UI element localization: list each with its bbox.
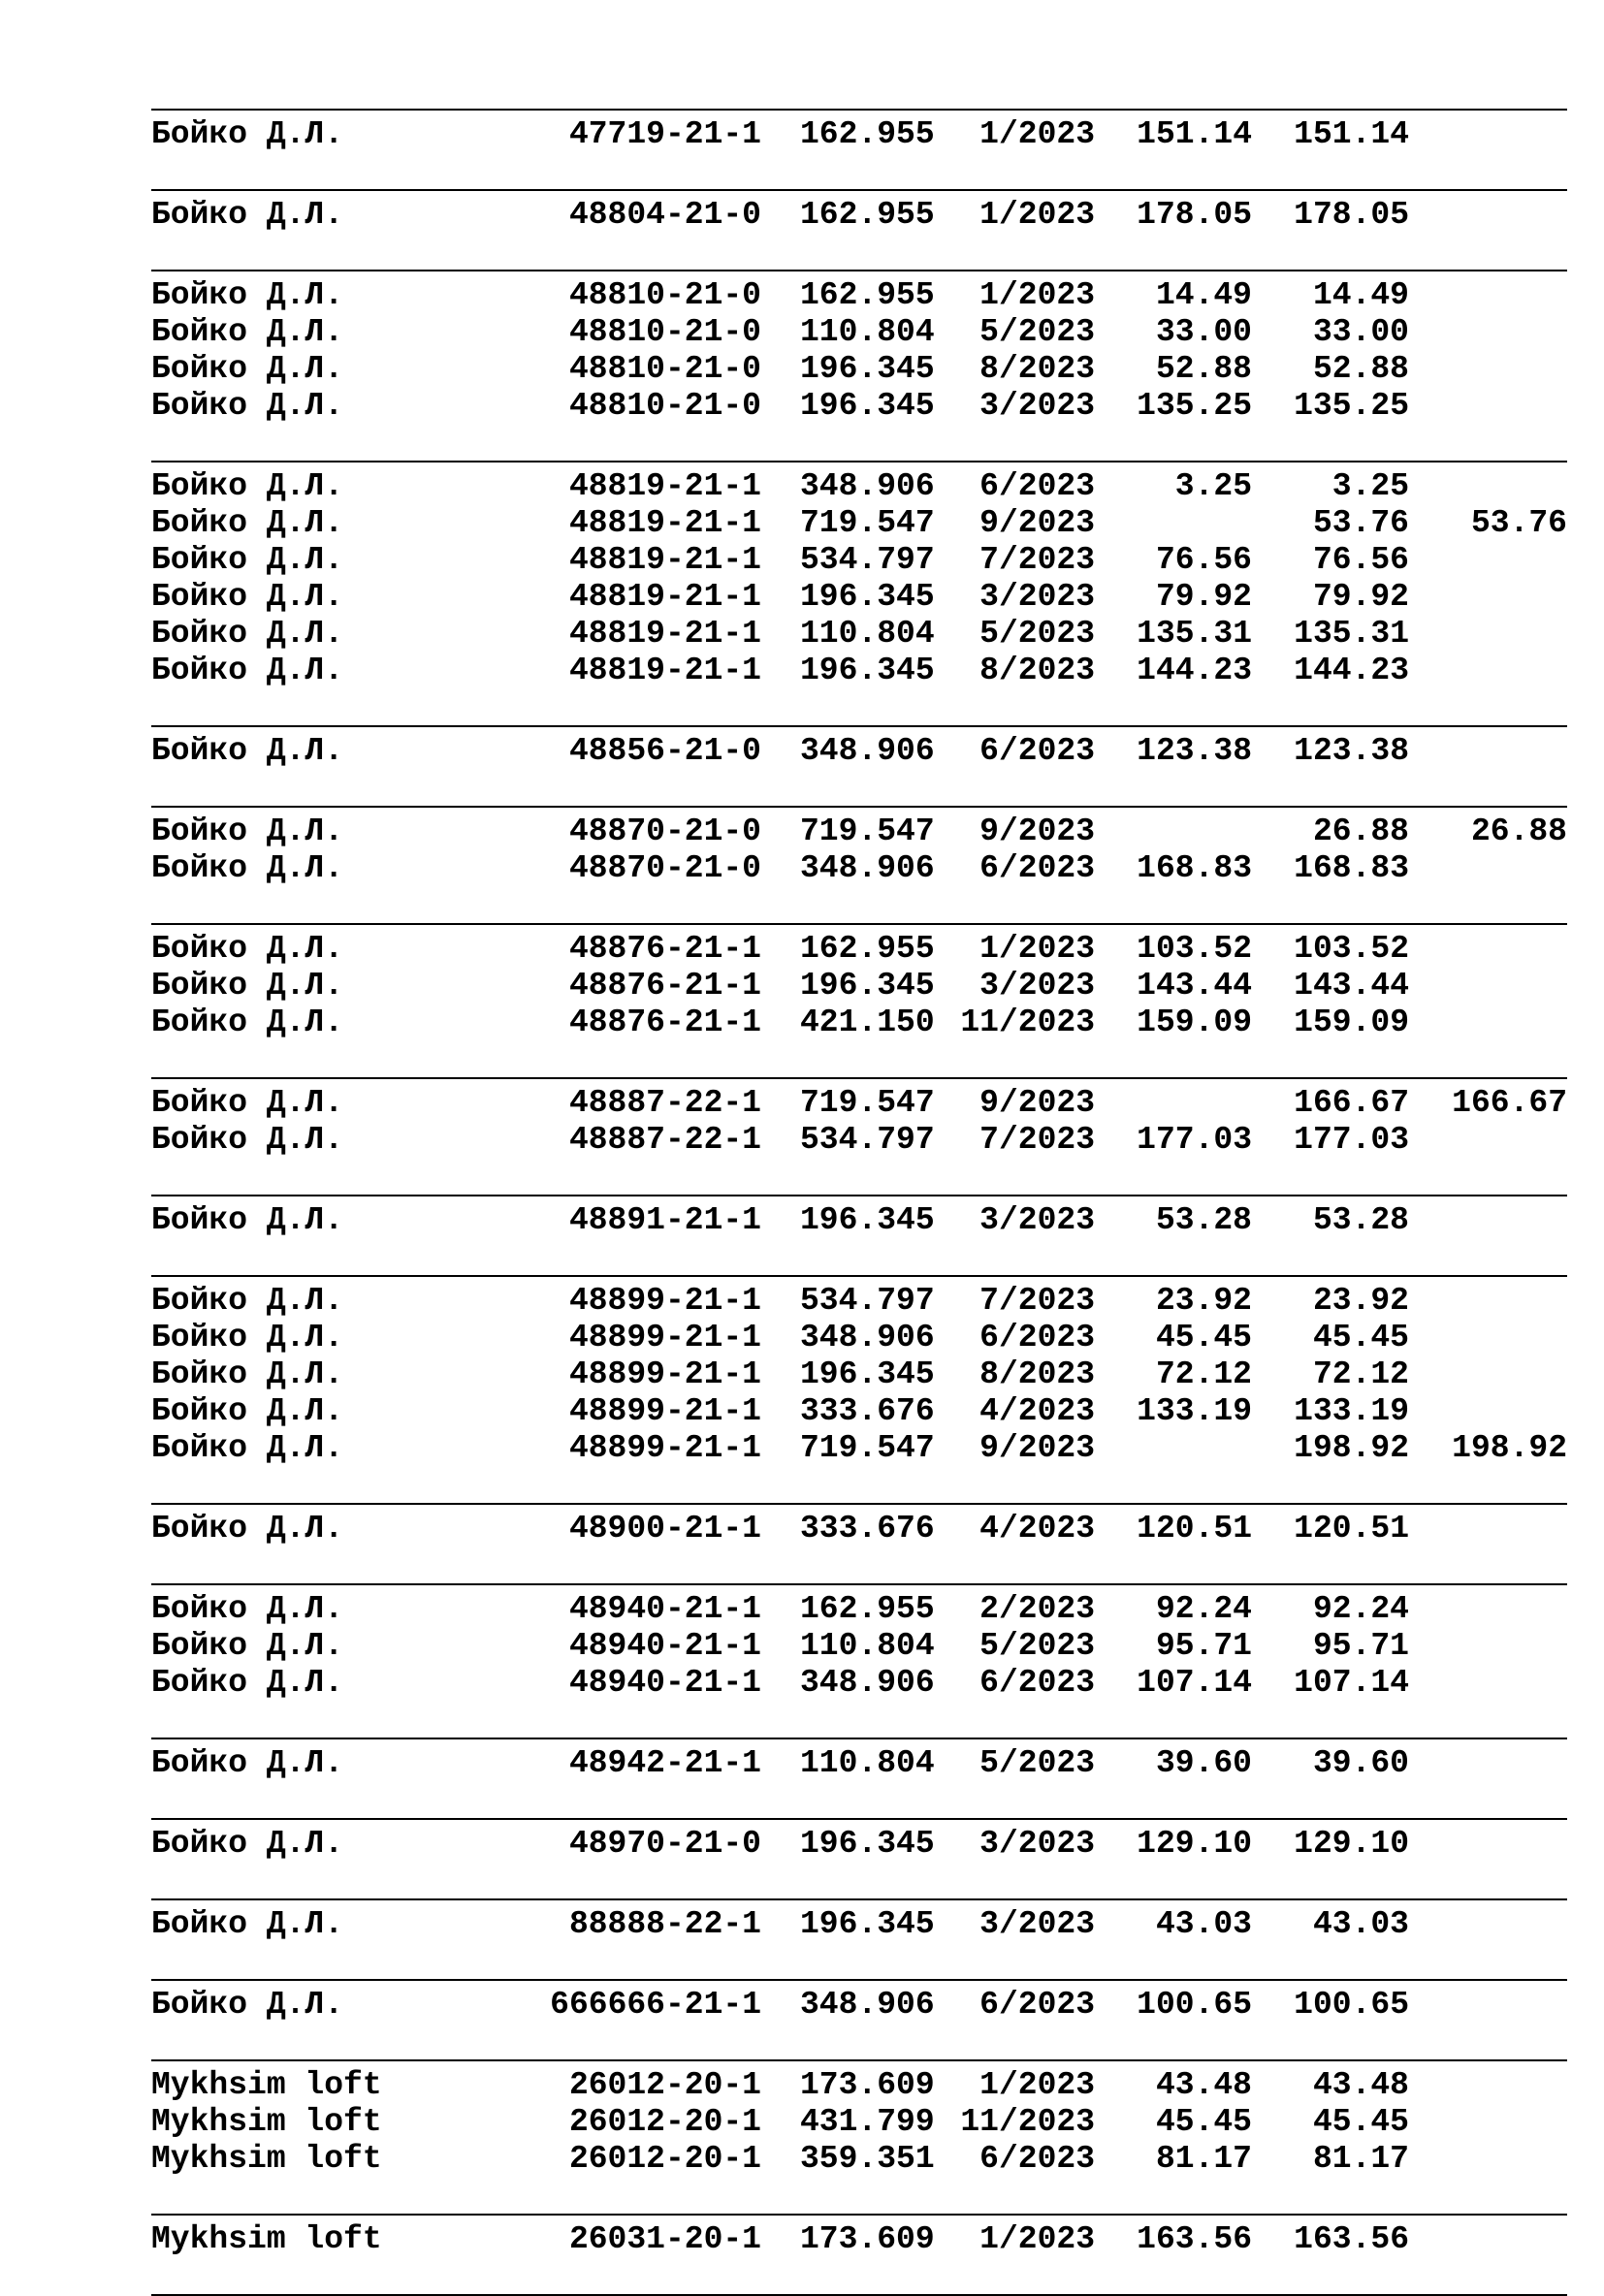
table-row: [151, 1591, 1567, 1628]
client-name-cell: Бойко Д.Л.: [151, 653, 344, 688]
account-group: [151, 2059, 1567, 2178]
rate-cell: 719.547: [800, 1085, 935, 1121]
account-group: [151, 1195, 1567, 1239]
amount-total-cell: 14.49: [1312, 277, 1409, 313]
table-row: [151, 653, 1567, 689]
amount-accrued-cell: 72.12: [1155, 1356, 1252, 1392]
period-cell: 9/2023: [979, 1430, 1095, 1466]
amount-total-cell: 107.14: [1294, 1665, 1409, 1701]
table-row: [151, 1320, 1567, 1356]
amount-accrued-cell: 123.38: [1137, 733, 1252, 769]
rate-cell: 110.804: [800, 1745, 935, 1781]
client-name-cell: Бойко Д.Л.: [151, 968, 344, 1004]
client-name-cell: Бойко Д.Л.: [151, 1430, 344, 1466]
amount-accrued-cell: 129.10: [1137, 1826, 1252, 1862]
table-row: [151, 1393, 1567, 1430]
amount-accrued-cell: 151.14: [1137, 116, 1252, 152]
period-cell: 8/2023: [979, 1356, 1095, 1392]
account-number-cell: 48940-21-1: [568, 1665, 761, 1701]
period-cell: 3/2023: [979, 388, 1095, 424]
amount-accrued-cell: 39.60: [1155, 1745, 1252, 1781]
account-group: [151, 461, 1567, 689]
account-number-cell: 48819-21-1: [568, 579, 761, 615]
amount-accrued-cell: 45.45: [1155, 1320, 1252, 1355]
period-cell: 6/2023: [979, 468, 1095, 504]
period-cell: 5/2023: [979, 616, 1095, 652]
account-number-cell: 48899-21-1: [568, 1283, 761, 1319]
account-group: [151, 725, 1567, 770]
amount-total-cell: 45.45: [1312, 1320, 1409, 1355]
amount-total-cell: 95.71: [1312, 1628, 1409, 1664]
amount-total-cell: 123.38: [1294, 733, 1409, 769]
client-name-cell: Бойко Д.Л.: [151, 1511, 344, 1547]
table-row: [151, 1004, 1567, 1041]
rate-cell: 348.906: [800, 733, 935, 769]
period-cell: 1/2023: [979, 2067, 1095, 2103]
amount-accrued-cell: 135.31: [1137, 616, 1252, 652]
client-name-cell: Бойко Д.Л.: [151, 1628, 344, 1664]
amount-total-cell: 178.05: [1294, 197, 1409, 233]
rate-cell: 162.955: [800, 197, 935, 233]
account-group: [151, 1503, 1567, 1547]
period-cell: 3/2023: [979, 1906, 1095, 1942]
account-number-cell: 666666-21-1: [550, 1987, 761, 2023]
account-number-cell: 48887-22-1: [568, 1122, 761, 1158]
amount-total-cell: 81.17: [1312, 2141, 1409, 2177]
amount-accrued-cell: 43.48: [1155, 2067, 1252, 2103]
period-cell: 5/2023: [979, 1745, 1095, 1781]
amount-extra-cell: 26.88: [1470, 813, 1567, 849]
period-cell: 4/2023: [979, 1511, 1095, 1547]
table-row: [151, 1085, 1567, 1122]
account-number-cell: 88888-22-1: [568, 1906, 761, 1942]
amount-accrued-cell: 33.00: [1155, 314, 1252, 350]
account-group: [151, 1818, 1567, 1863]
amount-total-cell: 151.14: [1294, 116, 1409, 152]
amount-accrued-cell: 168.83: [1137, 850, 1252, 886]
amount-accrued-cell: 144.23: [1137, 653, 1252, 688]
table-row: [151, 542, 1567, 579]
amount-total-cell: 45.45: [1312, 2104, 1409, 2140]
table-row: [151, 1826, 1567, 1863]
period-cell: 6/2023: [979, 2141, 1095, 2177]
account-number-cell: 48819-21-1: [568, 542, 761, 578]
account-group: [151, 189, 1567, 234]
client-name-cell: Бойко Д.Л.: [151, 277, 344, 313]
client-name-cell: Бойко Д.Л.: [151, 1122, 344, 1158]
rate-cell: 348.906: [800, 850, 935, 886]
client-name-cell: Бойко Д.Л.: [151, 351, 344, 387]
rate-cell: 110.804: [800, 1628, 935, 1664]
client-name-cell: Бойко Д.Л.: [151, 1665, 344, 1701]
client-name-cell: Бойко Д.Л.: [151, 1906, 344, 1942]
client-name-cell: Бойко Д.Л.: [151, 314, 344, 350]
amount-total-cell: 100.65: [1294, 1987, 1409, 2023]
amount-accrued-cell: 163.56: [1137, 2221, 1252, 2257]
client-name-cell: Mykhsim loft: [151, 2104, 382, 2140]
amount-total-cell: 166.67: [1294, 1085, 1409, 1121]
account-group: [151, 2214, 1567, 2258]
rate-cell: 196.345: [800, 1906, 935, 1942]
amount-accrued-cell: 107.14: [1137, 1665, 1252, 1701]
amount-total-cell: 52.88: [1312, 351, 1409, 387]
period-cell: 7/2023: [979, 542, 1095, 578]
period-cell: 2/2023: [979, 1591, 1095, 1627]
rate-cell: 196.345: [800, 388, 935, 424]
client-name-cell: Бойко Д.Л.: [151, 1085, 344, 1121]
amount-total-cell: 39.60: [1312, 1745, 1409, 1781]
amount-total-cell: 135.31: [1294, 616, 1409, 652]
rate-cell: 348.906: [800, 1987, 935, 2023]
table-row: [151, 314, 1567, 351]
client-name-cell: Бойко Д.Л.: [151, 733, 344, 769]
amount-accrued-cell: 103.52: [1137, 931, 1252, 967]
amount-accrued-cell: 53.28: [1155, 1202, 1252, 1238]
rate-cell: 421.150: [800, 1004, 935, 1040]
client-name-cell: Бойко Д.Л.: [151, 388, 344, 424]
client-name-cell: Бойко Д.Л.: [151, 1320, 344, 1355]
period-cell: 6/2023: [979, 850, 1095, 886]
table-row: [151, 2221, 1567, 2258]
client-name-cell: Mykhsim loft: [151, 2141, 382, 2177]
table-row: [151, 1665, 1567, 1702]
period-cell: 4/2023: [979, 1393, 1095, 1429]
client-name-cell: Бойко Д.Л.: [151, 1826, 344, 1862]
account-group: [151, 1077, 1567, 1159]
rate-cell: 359.351: [800, 2141, 935, 2177]
amount-total-cell: 135.25: [1294, 388, 1409, 424]
amount-total-cell: 177.03: [1294, 1122, 1409, 1158]
table-row: [151, 116, 1567, 153]
amount-total-cell: 26.88: [1312, 813, 1409, 849]
amount-accrued-cell: 52.88: [1155, 351, 1252, 387]
amount-total-cell: 163.56: [1294, 2221, 1409, 2257]
rate-cell: 196.345: [800, 1202, 935, 1238]
amount-total-cell: 3.25: [1331, 468, 1409, 504]
period-cell: 7/2023: [979, 1122, 1095, 1158]
amount-total-cell: 53.76: [1312, 505, 1409, 541]
period-cell: 9/2023: [979, 1085, 1095, 1121]
amount-accrued-cell: 159.09: [1137, 1004, 1252, 1040]
period-cell: 1/2023: [979, 197, 1095, 233]
period-cell: 1/2023: [979, 116, 1095, 152]
account-number-cell: 48810-21-0: [568, 314, 761, 350]
amount-total-cell: 43.03: [1312, 1906, 1409, 1942]
amount-total-cell: 159.09: [1294, 1004, 1409, 1040]
account-group: [151, 1738, 1567, 1782]
client-name-cell: Mykhsim loft: [151, 2067, 382, 2103]
amount-accrued-cell: 100.65: [1137, 1987, 1252, 2023]
amount-accrued-cell: 81.17: [1155, 2141, 1252, 2177]
table-row: [151, 468, 1567, 505]
client-name-cell: Бойко Д.Л.: [151, 1745, 344, 1781]
account-group: [151, 1898, 1567, 1943]
amount-accrued-cell: 177.03: [1137, 1122, 1252, 1158]
client-name-cell: Бойко Д.Л.: [151, 1004, 344, 1040]
account-number-cell: 48940-21-1: [568, 1591, 761, 1627]
amount-total-cell: 76.56: [1312, 542, 1409, 578]
table-row: [151, 2067, 1567, 2104]
account-number-cell: 26031-20-1: [568, 2221, 761, 2257]
client-name-cell: Бойко Д.Л.: [151, 505, 344, 541]
rate-cell: 162.955: [800, 277, 935, 313]
amount-accrued-cell: 135.25: [1137, 388, 1252, 424]
amount-accrued-cell: 92.24: [1155, 1591, 1252, 1627]
period-cell: 11/2023: [960, 1004, 1095, 1040]
amount-total-cell: 144.23: [1294, 653, 1409, 688]
amount-accrued-cell: 120.51: [1137, 1511, 1252, 1547]
account-number-cell: 48819-21-1: [568, 616, 761, 652]
amount-total-cell: 103.52: [1294, 931, 1409, 967]
client-name-cell: Бойко Д.Л.: [151, 850, 344, 886]
period-cell: 3/2023: [979, 1826, 1095, 1862]
account-number-cell: 48940-21-1: [568, 1628, 761, 1664]
period-cell: 5/2023: [979, 314, 1095, 350]
account-number-cell: 48819-21-1: [568, 505, 761, 541]
period-cell: 1/2023: [979, 2221, 1095, 2257]
table-row: [151, 1430, 1567, 1467]
period-cell: 6/2023: [979, 733, 1095, 769]
client-name-cell: Бойко Д.Л.: [151, 1356, 344, 1392]
amount-total-cell: 168.83: [1294, 850, 1409, 886]
client-name-cell: Бойко Д.Л.: [151, 197, 344, 233]
rate-cell: 534.797: [800, 542, 935, 578]
period-cell: 6/2023: [979, 1320, 1095, 1355]
amount-total-cell: 33.00: [1312, 314, 1409, 350]
account-number-cell: 48870-21-0: [568, 850, 761, 886]
amount-accrued-cell: 23.92: [1155, 1283, 1252, 1319]
amount-accrued-cell: 133.19: [1137, 1393, 1252, 1429]
account-number-cell: 48900-21-1: [568, 1511, 761, 1547]
period-cell: 6/2023: [979, 1665, 1095, 1701]
rate-cell: 173.609: [800, 2067, 935, 2103]
table-row: [151, 1511, 1567, 1547]
amount-accrued-cell: 76.56: [1155, 542, 1252, 578]
table-row: [151, 1745, 1567, 1782]
period-cell: 1/2023: [979, 277, 1095, 313]
amount-extra-cell: 166.67: [1452, 1085, 1567, 1121]
table-row: [151, 968, 1567, 1004]
amount-accrued-cell: 95.71: [1155, 1628, 1252, 1664]
amount-total-cell: 92.24: [1312, 1591, 1409, 1627]
rate-cell: 162.955: [800, 931, 935, 967]
client-name-cell: Бойко Д.Л.: [151, 468, 344, 504]
account-number-cell: 26012-20-1: [568, 2141, 761, 2177]
account-number-cell: 48970-21-0: [568, 1826, 761, 1862]
amount-extra-cell: 53.76: [1470, 505, 1567, 541]
period-cell: 3/2023: [979, 579, 1095, 615]
rate-cell: 196.345: [800, 579, 935, 615]
rate-cell: 431.799: [800, 2104, 935, 2140]
account-group: [151, 923, 1567, 1041]
table-row: [151, 1122, 1567, 1159]
amount-accrued-cell: 43.03: [1155, 1906, 1252, 1942]
client-name-cell: Бойко Д.Л.: [151, 542, 344, 578]
rate-cell: 348.906: [800, 1320, 935, 1355]
rate-cell: 196.345: [800, 351, 935, 387]
account-number-cell: 48810-21-0: [568, 277, 761, 313]
period-cell: 7/2023: [979, 1283, 1095, 1319]
rate-cell: 196.345: [800, 968, 935, 1004]
rate-cell: 196.345: [800, 1356, 935, 1392]
period-cell: 8/2023: [979, 351, 1095, 387]
amount-accrued-cell: 45.45: [1155, 2104, 1252, 2140]
amount-total-cell: 133.19: [1294, 1393, 1409, 1429]
table-row: [151, 813, 1567, 850]
account-number-cell: 48876-21-1: [568, 968, 761, 1004]
account-number-cell: 48942-21-1: [568, 1745, 761, 1781]
account-number-cell: 48899-21-1: [568, 1356, 761, 1392]
rate-cell: 196.345: [800, 653, 935, 688]
account-number-cell: 48810-21-0: [568, 351, 761, 387]
client-name-cell: Бойко Д.Л.: [151, 931, 344, 967]
table-row: [151, 616, 1567, 653]
account-number-cell: 48810-21-0: [568, 388, 761, 424]
period-cell: 1/2023: [979, 931, 1095, 967]
rate-cell: 348.906: [800, 468, 935, 504]
table-row: [151, 1906, 1567, 1943]
period-cell: 11/2023: [960, 2104, 1095, 2140]
client-name-cell: Бойко Д.Л.: [151, 1393, 344, 1429]
account-number-cell: 48899-21-1: [568, 1393, 761, 1429]
rate-cell: 162.955: [800, 1591, 935, 1627]
account-number-cell: 48899-21-1: [568, 1430, 761, 1466]
table-row: [151, 388, 1567, 425]
amount-total-cell: 120.51: [1294, 1511, 1409, 1547]
period-cell: 5/2023: [979, 1628, 1095, 1664]
table-row: [151, 1987, 1567, 2024]
table-row: [151, 931, 1567, 968]
account-number-cell: 48891-21-1: [568, 1202, 761, 1238]
table-row: [151, 1628, 1567, 1665]
client-name-cell: Бойко Д.Л.: [151, 1591, 344, 1627]
period-cell: 8/2023: [979, 653, 1095, 688]
rate-cell: 110.804: [800, 314, 935, 350]
table-row: [151, 505, 1567, 542]
amount-total-cell: 72.12: [1312, 1356, 1409, 1392]
client-name-cell: Бойко Д.Л.: [151, 616, 344, 652]
amount-total-cell: 79.92: [1312, 579, 1409, 615]
account-group: [151, 1275, 1567, 1467]
rate-cell: 534.797: [800, 1283, 935, 1319]
amount-accrued-cell: 143.44: [1137, 968, 1252, 1004]
rate-cell: 719.547: [800, 1430, 935, 1466]
account-group: [151, 806, 1567, 887]
period-cell: 9/2023: [979, 813, 1095, 849]
rate-cell: 196.345: [800, 1826, 935, 1862]
client-name-cell: Бойко Д.Л.: [151, 813, 344, 849]
account-number-cell: 48856-21-0: [568, 733, 761, 769]
amount-accrued-cell: 3.25: [1174, 468, 1252, 504]
table-row: [151, 1356, 1567, 1393]
amount-total-cell: 43.48: [1312, 2067, 1409, 2103]
table-row: [151, 277, 1567, 314]
rate-cell: 333.676: [800, 1511, 935, 1547]
amount-accrued-cell: 79.92: [1155, 579, 1252, 615]
account-number-cell: 48819-21-1: [568, 653, 761, 688]
table-row: [151, 197, 1567, 234]
rate-cell: 534.797: [800, 1122, 935, 1158]
account-group: [151, 1583, 1567, 1702]
client-name-cell: Mykhsim loft: [151, 2221, 382, 2257]
rate-cell: 162.955: [800, 116, 935, 152]
table-row: [151, 579, 1567, 616]
period-cell: 3/2023: [979, 1202, 1095, 1238]
table-row: [151, 351, 1567, 388]
amount-total-cell: 129.10: [1294, 1826, 1409, 1862]
account-number-cell: 48887-22-1: [568, 1085, 761, 1121]
amount-accrued-cell: 14.49: [1155, 277, 1252, 313]
client-name-cell: Бойко Д.Л.: [151, 1987, 344, 2023]
table-row: [151, 2104, 1567, 2141]
account-group: [151, 270, 1567, 425]
rate-cell: 719.547: [800, 813, 935, 849]
amount-extra-cell: 198.92: [1452, 1430, 1567, 1466]
table-row: [151, 2141, 1567, 2178]
client-name-cell: Бойко Д.Л.: [151, 1283, 344, 1319]
account-number-cell: 26012-20-1: [568, 2067, 761, 2103]
period-cell: 3/2023: [979, 968, 1095, 1004]
account-group: [151, 1979, 1567, 2024]
account-number-cell: 48876-21-1: [568, 1004, 761, 1040]
table-row: [151, 850, 1567, 887]
rate-cell: 173.609: [800, 2221, 935, 2257]
rate-cell: 110.804: [800, 616, 935, 652]
amount-accrued-cell: 178.05: [1137, 197, 1252, 233]
amount-total-cell: 23.92: [1312, 1283, 1409, 1319]
account-group: [151, 109, 1567, 153]
account-number-cell: 26012-20-1: [568, 2104, 761, 2140]
amount-total-cell: 198.92: [1294, 1430, 1409, 1466]
account-number-cell: 48899-21-1: [568, 1320, 761, 1355]
table-row: [151, 733, 1567, 770]
rate-cell: 348.906: [800, 1665, 935, 1701]
client-name-cell: Бойко Д.Л.: [151, 116, 344, 152]
amount-total-cell: 143.44: [1294, 968, 1409, 1004]
client-name-cell: Бойко Д.Л.: [151, 1202, 344, 1238]
period-cell: 6/2023: [979, 1987, 1095, 2023]
table-row: [151, 1202, 1567, 1239]
table-row: [151, 1283, 1567, 1320]
account-number-cell: 48804-21-0: [568, 197, 761, 233]
account-number-cell: 47719-21-1: [568, 116, 761, 152]
account-number-cell: 48870-21-0: [568, 813, 761, 849]
rate-cell: 719.547: [800, 505, 935, 541]
account-number-cell: 48819-21-1: [568, 468, 761, 504]
period-cell: 9/2023: [979, 505, 1095, 541]
amount-total-cell: 53.28: [1312, 1202, 1409, 1238]
rate-cell: 333.676: [800, 1393, 935, 1429]
ledger-report: [151, 109, 1567, 2296]
client-name-cell: Бойко Д.Л.: [151, 579, 344, 615]
account-number-cell: 48876-21-1: [568, 931, 761, 967]
